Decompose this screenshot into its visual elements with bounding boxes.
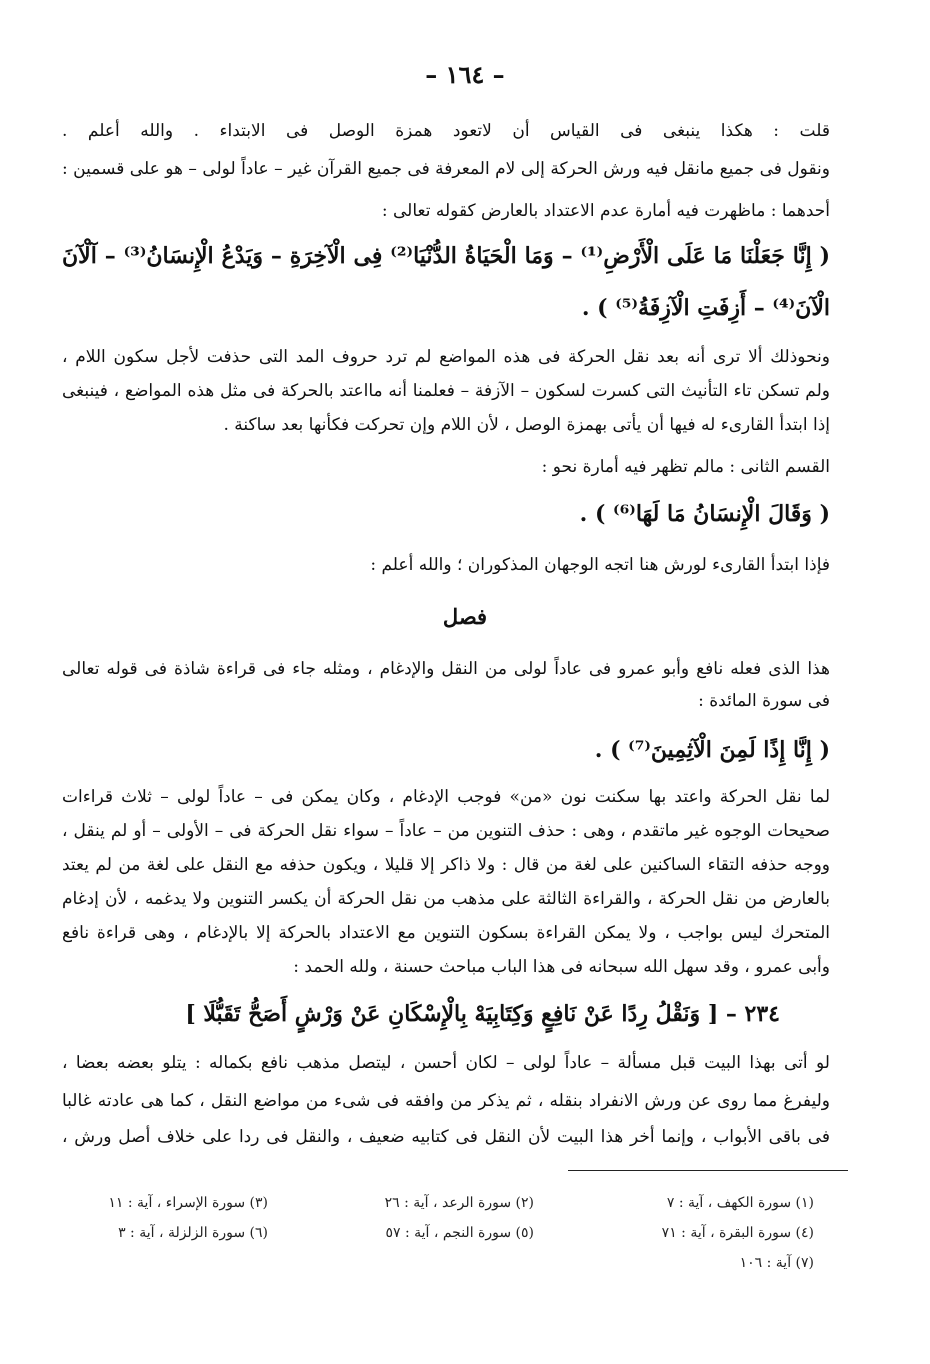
text-line-8: إذا ابتدأ القارىء له فيها أن يأتى بهمزة الوصل ، لأن اللام وإن تحركت فكأنها بعد ساكنة . [223, 415, 830, 435]
text-line-9: القسم الثانى : مالم تظهر فيه أمارة نحو : [541, 457, 830, 477]
text-line-2: ونقول فى جميع مانقل فيه ورش الحركة إلى لام المعرفة فى جميع القرآن غير – عاداً لولى – هو على قسمين : [62, 159, 830, 179]
footnote-6: (٦) سورة الزلزلة ، آية : ٣ [118, 1225, 268, 1241]
text-line-1: قلت : هكذا ينبغى فى القياس أن لاتعود همزة الوصل فى الابتداء . والله أعلم . [62, 121, 830, 141]
text-line-18: بالعارض من نقل الحركة ، والقراءة الثالثة على مذهب من نقل الحركة أن يكسر التنوين ولا يدغمه ، لأن إدغام [62, 889, 830, 909]
text-line-15: لما نقل الحركة واعتد بها سكنت نون «من» فوجب الإدغام ، وكان يمكن فى – عاداً لولى – ثلاث قراءات [62, 787, 830, 807]
text-line-23: وليفرغ مما روى عن ورش الانفراد بنقله ، ثم يذكر من وافقه فى شىء من مواضع النقل ، كما هى عادته غالبا [62, 1091, 830, 1111]
text-line-7: ولم تسكن تاء التأنيث التى كسرت لسكون – الآزفة – فعلمنا أنه مااعتد بالحركة فى مثل هذه المواضع ، فينبغى [62, 381, 830, 401]
quran-line-2: الْآنَ⁽⁴⁾ – أَزِفَتِ الْآزِفَةُ⁽⁵⁾ ) . [581, 295, 830, 321]
text-line-12: هذا الذى فعله نافع وأبو عمرو فى عاداً لولى من النقل والإدغام ، ومثله جاء فى قراءة شاذة فى قوله تعالى [62, 659, 830, 679]
footnote-1: (١) سورة الكهف ، آية : ٧ [666, 1195, 814, 1211]
text-line-20: وأبى عمرو ، وقد سهل الله سبحانه فى هذا الباب مباحث حسنة ، ولله الحمد : [293, 957, 830, 977]
quran-line-1: ( إِنَّا جَعَلْنَا مَا عَلَى الْأَرْضِ⁽¹⁾ – وَمَا الْحَيَاةُ الدُّنْيَا⁽²⁾ فِى الْآخِرَةِ – وَيَدْعُ الْإِنسَانُ⁽³⁾ – آلْآنَ [62, 243, 830, 269]
footnote-4: (٤) سورة البقرة ، آية : ٧١ [661, 1225, 814, 1241]
text-line-11: فإذا ابتدأ القارىء لورش هنا اتجه الوجهان المذكوران ؛ والله أعلم : [370, 555, 830, 575]
poem-verse-234: ٢٣٤ – [ وَنَقْلُ رِدًا عَنْ نَافِعٍ وَكِتَابِيَهْ بِالْإِسْكَانِ عَنْ وَرْشٍ أَصَحُّ تَقَبُّلَا ] [185, 1001, 780, 1027]
text-line-24: فى باقى الأبواب ، وإنما أخر هذا البيت لأن النقل فى كتابيه ضعيف ، والنقل فى ردا على خلاف أصل ورش ، [62, 1127, 830, 1147]
footnote-7: (٧) آية : ١٠٦ [739, 1255, 814, 1271]
quran-line-3: ( وَقَالَ الْإِنسَانُ مَا لَهَا⁽⁶⁾ ) . [579, 501, 830, 527]
text-line-6: ونحوذلك ألا ترى أنه بعد نقل الحركة فى هذه المواضع لم ترد حروف المد التى حذفت لأجل سكون اللام ، [62, 347, 830, 367]
text-line-3: أحدهما : ماظهرت فيه أمارة عدم الاعتداد بالعارض كقوله تعالى : [381, 201, 830, 221]
footnote-2: (٢) سورة الرعد ، آية : ٢٦ [384, 1195, 534, 1211]
quran-line-4: ( إِنَّا إِذًا لَمِنَ الْآثِمِينَ⁽⁷⁾ ) . [594, 737, 830, 763]
footnote-divider [568, 1170, 848, 1171]
text-line-19: المتحرك ليس بواجب ، ولا يمكن القراءة بسكون التنوين مع الاعتداد بالحركة إلا بالإدغام ، وهى قراءة نافع [62, 923, 830, 943]
section-title: فصل [442, 604, 488, 629]
text-line-22: لو أتى بهذا البيت قبل مسألة – عاداً لولى – لكان أحسن ، ليتصل مذهب نافع بكماله : يتلو بعضه بعضا ، [62, 1053, 830, 1073]
text-line-17: ووجه حذفه التقاء الساكنين على لغة من قال : ولا ذاكر إلا قليلا ، ويكون حذفه مع النقل على لغة من لم يعتد [62, 855, 830, 875]
footnote-5: (٥) سورة النجم ، آية : ٥٧ [385, 1225, 534, 1241]
text-line-13: فى سورة المائدة : [698, 691, 830, 711]
text-line-16: صحيحات الوجوه غير ماتقدم ، وهى : حذف التنوين من – عاداً – سواء نقل الحركة فى – الأولى – أو لم ينقل ، [62, 821, 830, 841]
footnote-3: (٣) سورة الإسراء ، آية : ١١ [108, 1195, 268, 1211]
page-number: – ١٦٤ – [425, 60, 505, 89]
